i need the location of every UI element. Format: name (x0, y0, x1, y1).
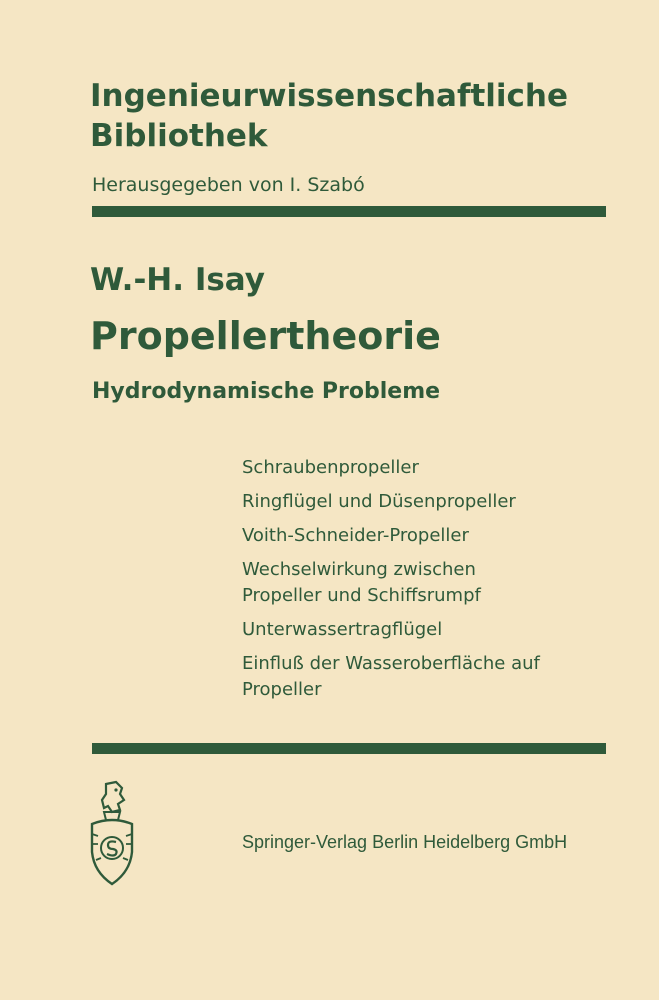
publisher-name: Springer-Verlag Berlin Heidelberg GmbH (242, 832, 568, 852)
topic-item: Wechselwirkung zwischen Propeller und Schiffsrumpf (242, 559, 481, 606)
series-title (90, 76, 610, 156)
topic-item: Ringflügel und Düsenpropeller (242, 491, 516, 512)
top-divider (92, 206, 606, 217)
series-editor: Herausgegeben von I. Szabó (92, 174, 365, 196)
topic-item: Schraubenpropeller (242, 457, 419, 478)
topic-item: Voith-Schneider-Propeller (242, 525, 469, 546)
book-author: W.-H. Isay (90, 262, 265, 298)
series-title-line1: Ingenieurwissenschaftliche (90, 78, 569, 114)
book-subtitle: Hydrodynamische Probleme (92, 379, 441, 404)
topic-list (242, 455, 542, 711)
springer-knight-icon (86, 778, 138, 890)
springer-knight-icon-svg (86, 778, 138, 890)
book-title: Propellertheorie (90, 314, 441, 358)
topic-item: Unterwassertragflügel (242, 619, 443, 640)
topic-item: Einfluß der Wasseroberfläche auf Propeller (242, 653, 540, 700)
bottom-divider (92, 743, 606, 754)
series-title-line2: Bibliothek (90, 118, 268, 154)
